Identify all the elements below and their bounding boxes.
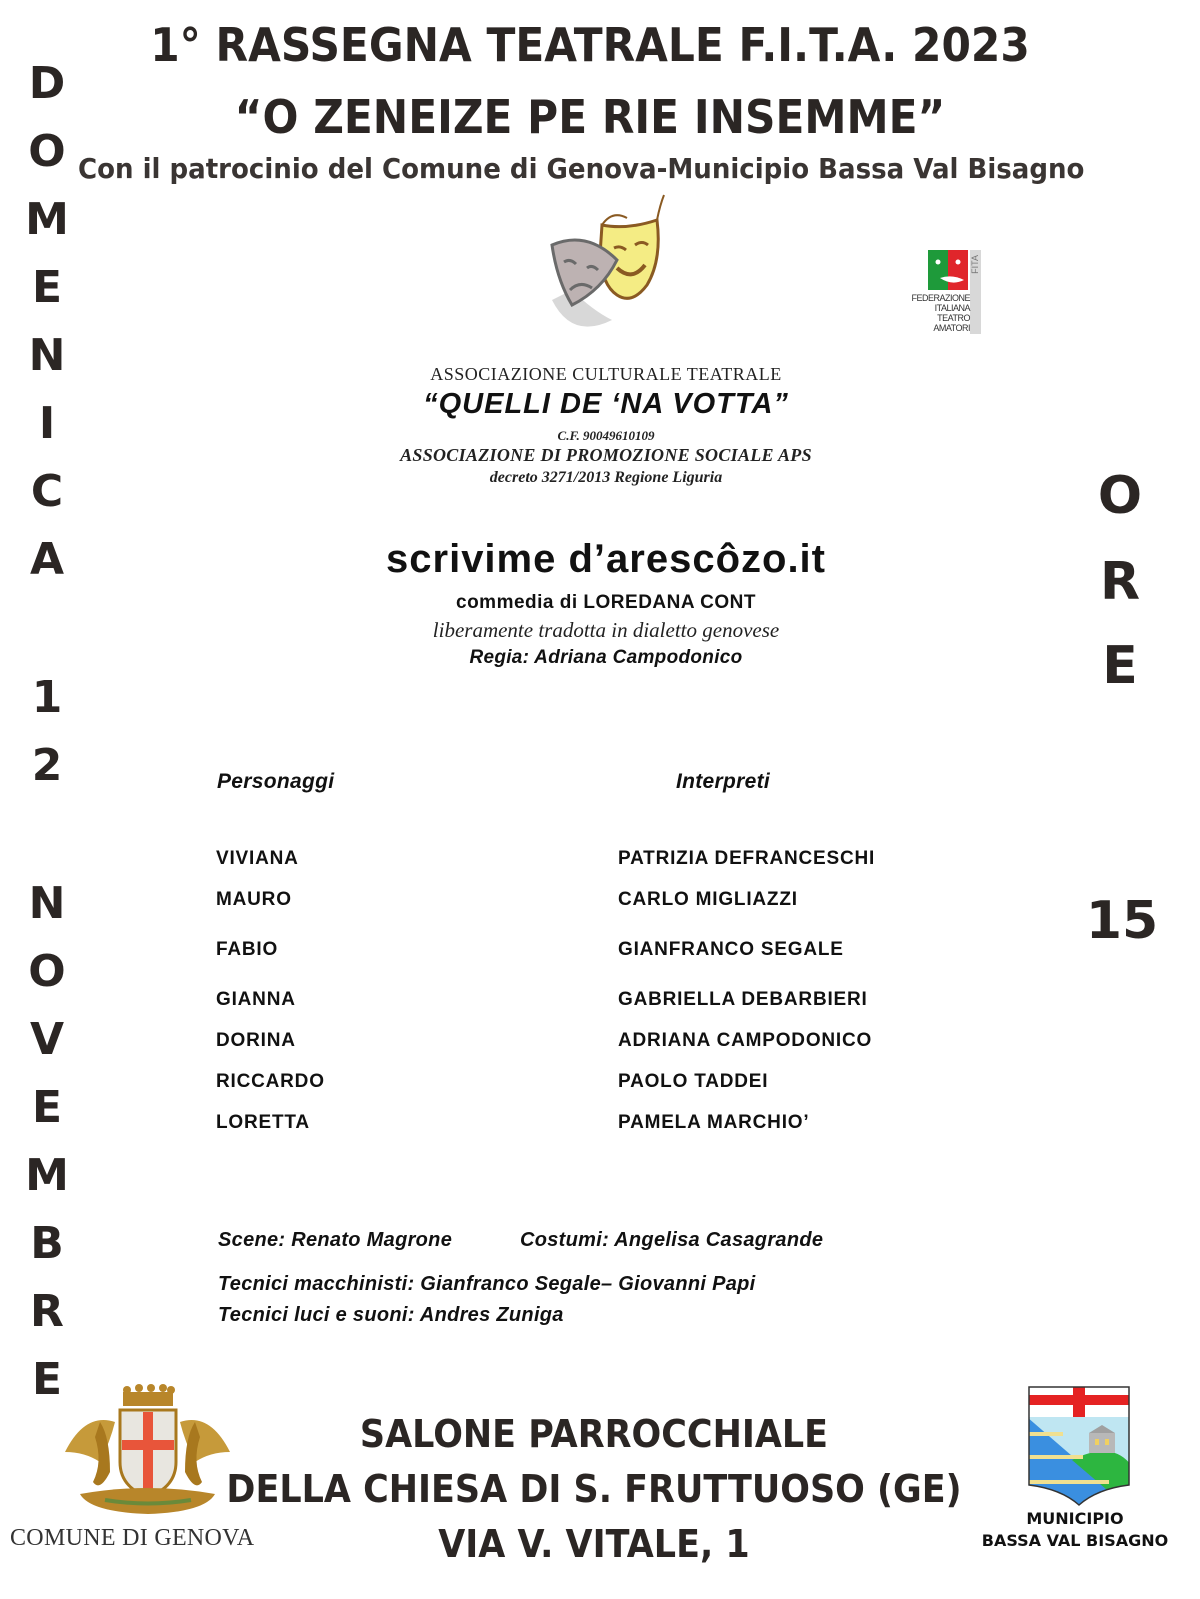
- date-digit: 2: [31, 740, 63, 791]
- date-letter: V: [29, 1014, 65, 1065]
- date-letter: O: [28, 946, 66, 997]
- cast-actor: GABRIELLA DEBARBIERI: [618, 989, 868, 1010]
- theatre-masks-icon: [532, 190, 672, 340]
- date-letter: I: [38, 398, 56, 449]
- date-letter: B: [30, 1218, 64, 1269]
- fita-label-line: FEDERAZIONE: [911, 293, 970, 303]
- association-type: ASSOCIAZIONE CULTURALE TEATRALE: [430, 364, 782, 384]
- cast-row: [0, 939, 1200, 963]
- cast-row: [0, 889, 1200, 913]
- credit-scenery: Scene: Renato Magrone: [218, 1229, 453, 1251]
- cast-row: [0, 989, 1200, 1013]
- date-letter: M: [25, 1150, 69, 1201]
- cast-role: RICCARDO: [216, 1071, 325, 1092]
- time-hour: 15: [1085, 891, 1159, 951]
- cast-role: VIVIANA: [216, 848, 299, 869]
- time-letter: E: [1102, 636, 1138, 696]
- cast-row: [0, 1071, 1200, 1095]
- association-decree: decreto 3271/2013 Regione Liguria: [489, 469, 723, 486]
- association-aps: ASSOCIAZIONE DI PROMOZIONE SOCIALE APS: [400, 445, 812, 465]
- date-letter: D: [28, 58, 66, 109]
- fita-label: [898, 293, 970, 333]
- cast-actor: CARLO MIGLIAZZI: [618, 889, 798, 910]
- association-tax-code: C.F. 90049610109: [557, 428, 655, 443]
- venue-address: VIA V. VITALE, 1: [438, 1522, 750, 1566]
- play-author: commedia di LOREDANA CONT: [456, 592, 756, 613]
- cast-role: LORETTA: [216, 1112, 310, 1133]
- cast-role: MAURO: [216, 889, 292, 910]
- cast-header-actors: Interpreti: [676, 770, 771, 793]
- venue-church: DELLA CHIESA DI S. FRUTTUOSO (GE): [226, 1467, 962, 1511]
- credit-machinists: Tecnici macchinisti: Gianfranco Segale– Giovanni Papi: [218, 1273, 756, 1295]
- date-letter: E: [31, 1082, 63, 1133]
- date-digit: 1: [31, 672, 63, 723]
- fita-vertical-label: FITA: [970, 255, 980, 274]
- cast-row: [0, 1030, 1200, 1054]
- festival-title: 1° RASSEGNA TEATRALE F.I.T.A. 2023: [150, 18, 1030, 72]
- cast-actor: PAOLO TADDEI: [618, 1071, 769, 1092]
- municipio-crest: [1027, 1385, 1131, 1507]
- patronage-line: Con il patrocinio del Comune di Genova-Municipio Bassa Val Bisagno: [78, 152, 1085, 185]
- municipio-label-line2: BASSA VAL BISAGNO: [981, 1531, 1169, 1550]
- date-letter: C: [30, 466, 64, 517]
- cast-header-roles: Personaggi: [217, 770, 335, 793]
- credit-lights-sound: Tecnici luci e suoni: Andres Zuniga: [218, 1304, 564, 1326]
- association-name: “QUELLI DE ‘NA VOTTA”: [423, 388, 789, 420]
- cast-actor: GIANFRANCO SEGALE: [618, 939, 844, 960]
- venue-name: SALONE PARROCCHIALE: [359, 1412, 829, 1456]
- date-letter: O: [28, 126, 66, 177]
- cast-role: DORINA: [216, 1030, 296, 1051]
- cast-actor: ADRIANA CAMPODONICO: [618, 1030, 873, 1051]
- fita-label-line: AMATORI: [933, 323, 970, 333]
- comune-genova-label: COMUNE DI GENOVA: [10, 1525, 255, 1551]
- municipio-label-line1: MUNICIPIO: [1026, 1509, 1124, 1528]
- cast-row: [0, 1112, 1200, 1136]
- date-letter: E: [31, 262, 63, 313]
- credit-costumes: Costumi: Angelisa Casagrande: [520, 1229, 824, 1251]
- date-letter: M: [25, 194, 69, 245]
- cast-role: FABIO: [216, 939, 279, 960]
- cast-actor: PATRIZIA DEFRANCESCHI: [618, 848, 876, 869]
- time-letter: R: [1099, 552, 1141, 612]
- date-letter: A: [29, 534, 65, 585]
- fita-label-line: TEATRO: [937, 313, 970, 323]
- date-letter: N: [28, 330, 66, 381]
- date-letter: R: [30, 1286, 64, 1337]
- play-director: Regia: Adriana Campodonico: [469, 647, 743, 668]
- festival-subtitle: “O ZENEIZE PE RIE INSEMME”: [234, 90, 946, 144]
- play-title: scrivime d’arescôzo.it: [386, 537, 826, 581]
- date-letter: N: [28, 878, 66, 929]
- cast-row: [0, 848, 1200, 872]
- play-translation-note: liberamente tradotta in dialetto genovese: [432, 618, 780, 642]
- fita-label-line: ITALIANA: [934, 303, 970, 313]
- time-letter: O: [1097, 466, 1143, 526]
- cast-role: GIANNA: [216, 989, 296, 1010]
- date-letter: E: [31, 1354, 63, 1405]
- cast-actor: PAMELA MARCHIO’: [618, 1112, 810, 1133]
